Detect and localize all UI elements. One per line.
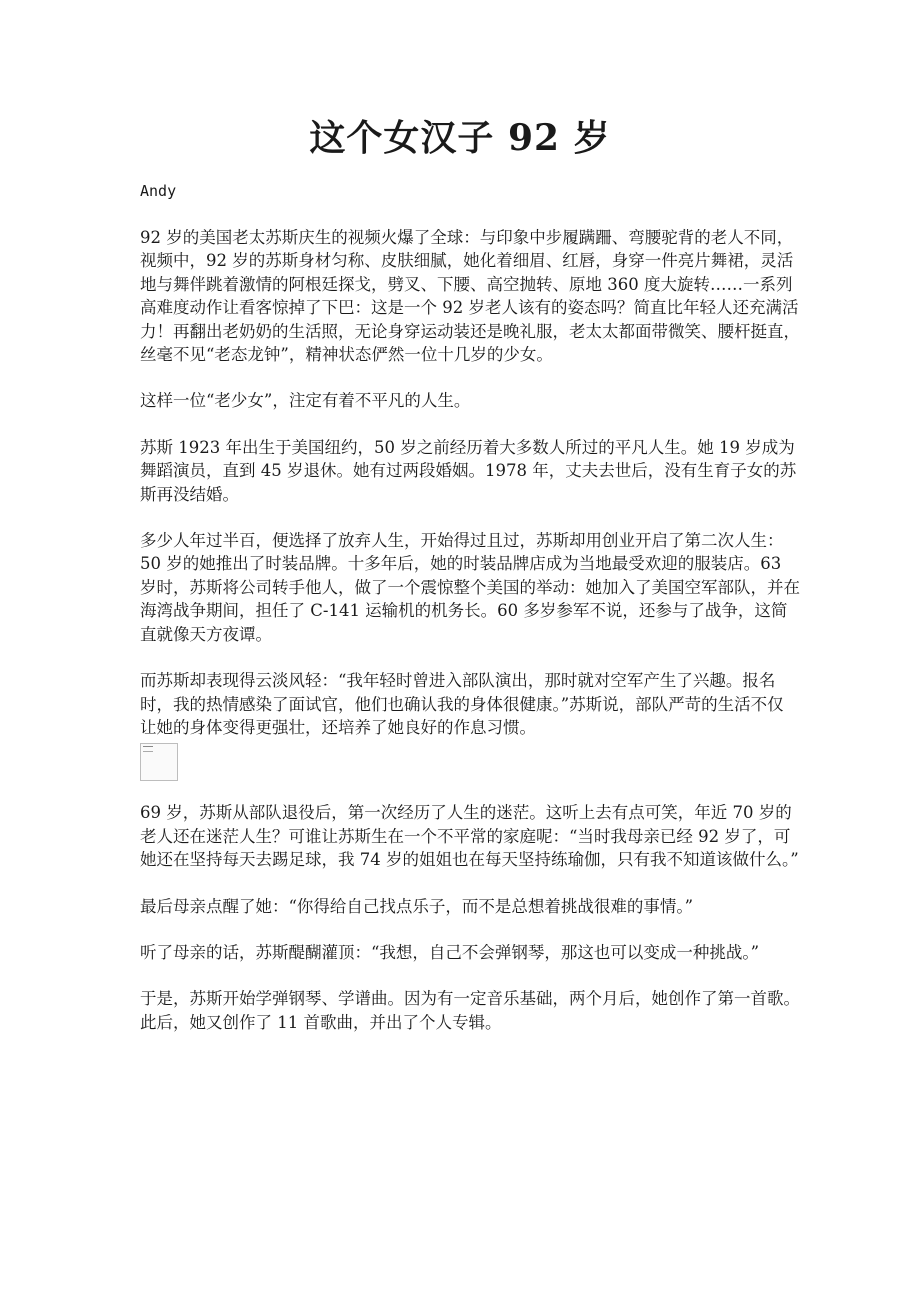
document-title: 这个女汉子 92 岁 [309, 117, 611, 159]
article-body [140, 226, 800, 1057]
paragraph-2: 这样一位“老少女”，注定有着不平凡的人生。 [140, 391, 471, 411]
paragraph-3: 苏斯 1923 年出生于美国纽约，50 岁之前经历着大多数人所过的平凡人生。她 19 岁成为舞蹈演员，直到 45 岁退休。她有过两段婚姻。1978 年，丈夫去世后，没有生育子女的苏斯再没结婚。 [140, 437, 797, 504]
paragraph-6: 69 岁，苏斯从部队退役后，第一次经历了人生的迷茫。这听上去有点可笑，年近 70 岁的老人还在迷茫人生？可谁让苏斯生在一个不平常的家庭呢：“当时我母亲已经 92 岁了，可她还在坚持每天去踢足球，我 74 岁的姐姐也在每天坚持练瑜伽，只有我不知道该做什么。” [140, 803, 799, 870]
paragraph-9: 于是，苏斯开始学弹钢琴、学谱曲。因为有一定音乐基础，两个月后，她创作了第一首歌。此后，她又创作了 11 首歌曲，并出了个人专辑。 [140, 989, 800, 1032]
paragraph-1: 92 岁的美国老太苏斯庆生的视频火爆了全球：与印象中步履蹒跚、弯腰驼背的老人不同，视频中，92 岁的苏斯身材匀称、皮肤细腻，她化着细眉、红唇，身穿一件亮片舞裙，灵活地与舞伴跳着激情的阿根廷探戈，劈叉、下腰、高空抛转、原地 360 度大旋转……一系列高难度动作让看客惊掉了下巴：这是一个 92 岁老人该有的姿态吗？简直比年轻人还充满活力！再翻出老奶奶的生活照，无论身穿运动装还是晚礼服，老太太都面带微笑、腰杆挺直，丝毫不见“老态龙钟”，精神状态俨然一位十几岁的少女。 [140, 228, 800, 365]
paragraph-4: 多少人年过半百，便选择了放弃人生，开始得过且过，苏斯却用创业开启了第二次人生：50 岁的她推出了时装品牌。十多年后，她的时装品牌店成为当地最受欢迎的服装店。63 岁时，苏斯将公司转手他人，做了一个震惊整个美国的举动：她加入了美国空军部队，并在海湾战争期间，担任了 C-141 运输机的机务长。60 多岁参军不说，还参与了战争，这简直就像天方夜谭。 [140, 531, 800, 644]
paragraph-8: 听了母亲的话，苏斯醍醐灌顶：“我想，自己不会弹钢琴，那这也可以变成一种挑战。” [140, 942, 760, 962]
broken-image-icon [140, 743, 178, 781]
paragraph-7: 最后母亲点醒了她：“你得给自己找点乐子，而不是总想着挑战很难的事情。” [140, 896, 694, 916]
author-name: Andy [140, 182, 177, 200]
paragraph-5: 而苏斯却表现得云淡风轻：“我年轻时曾进入部队演出，那时就对空军产生了兴趣。报名时，我的热情感染了面试官，他们也确认我的身体很健康。”苏斯说，部队严苛的生活不仅让她的身体变得更强壮，还培养了她良好的作息习惯。 [140, 671, 784, 737]
